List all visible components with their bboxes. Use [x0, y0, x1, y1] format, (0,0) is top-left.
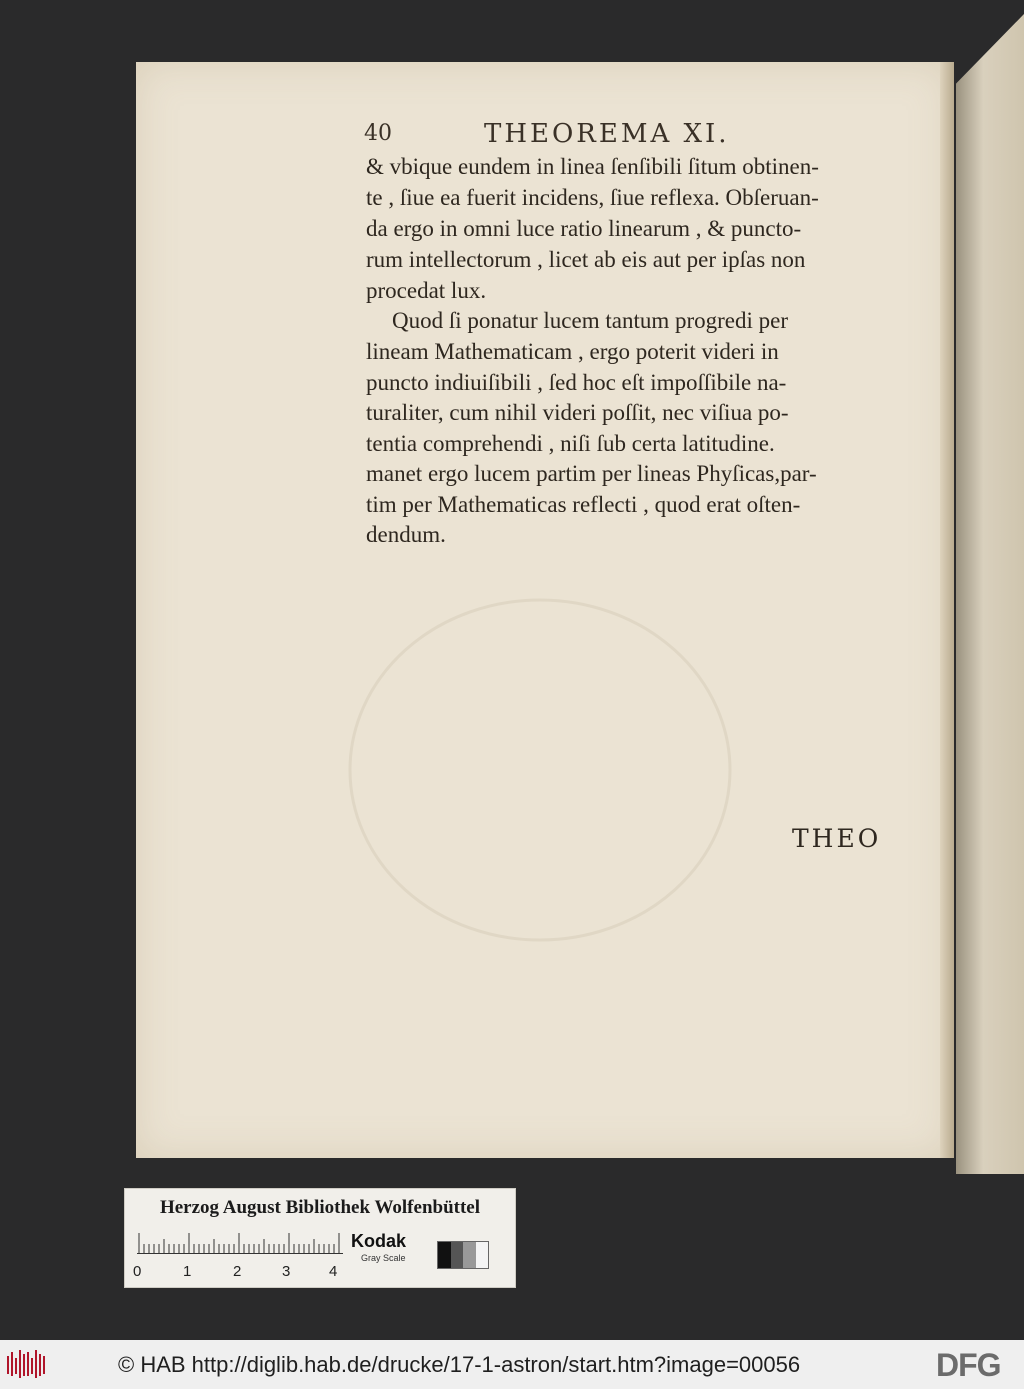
text-line: te , ſiue ea fuerit incidens, ſiue reflexa. Obſeruan-: [366, 185, 819, 210]
hab-logo-icon: [6, 1348, 48, 1380]
copyright-url: © HAB http://diglib.hab.de/drucke/17-1-astron/start.htm?image=00056: [118, 1352, 801, 1377]
text-line: manet ergo lucem partim per lineas Phyſicas,par-: [366, 461, 817, 486]
text-line: rum intellectorum , licet ab eis aut per ipſas non: [366, 247, 806, 272]
text-line: tentia comprehendi , niſi ſub certa latitudine.: [366, 431, 775, 456]
running-head: THEOREMA XI.: [484, 119, 730, 149]
ruler-scale: [137, 1231, 343, 1254]
library-color-card: [124, 1188, 516, 1288]
library-name: Herzog August Bibliothek Wolfenbüttel: [159, 1197, 481, 1218]
dfg-logo: DFG: [936, 1347, 1001, 1383]
footer-bar: [0, 1340, 1024, 1389]
catchword: THEO: [792, 824, 882, 853]
text-line: da ergo in omni luce ratio linearum , & puncto-: [366, 216, 802, 241]
adjacent-page-edge: [956, 14, 1024, 1174]
text-line: puncto indiuiſibili , ſed hoc eſt impoſſibile na-: [366, 370, 787, 395]
ruler-number: 4: [329, 1263, 338, 1280]
text-line: dendum.: [366, 522, 446, 547]
text-line: lineam Mathematicam , ergo poterit videri in: [366, 339, 779, 364]
gray-scale-label: Gray Scale: [361, 1253, 406, 1263]
kodak-logo: Kodak: [351, 1231, 407, 1251]
ruler-number: 2: [233, 1263, 242, 1280]
text-line: turaliter, cum nihil videri poſſit, nec viſiua po-: [366, 400, 789, 425]
text-line: & vbique eundem in linea ſenſibili ſitum obtinen-: [366, 154, 819, 179]
page-number: 40: [364, 121, 392, 146]
ruler-number: 3: [282, 1263, 291, 1280]
text-line: tim per Mathematicas reflecti , quod erat oſten-: [366, 492, 801, 517]
ruler-number: 1: [183, 1263, 192, 1280]
text-line: Quod ſi ponatur lucem tantum progredi per: [392, 308, 789, 333]
show-through-illustration: [330, 560, 750, 980]
gray-scale-patches: [437, 1241, 489, 1269]
ruler-number: 0: [133, 1263, 142, 1280]
text-line: procedat lux.: [366, 278, 487, 303]
page-gutter: [940, 62, 954, 1158]
